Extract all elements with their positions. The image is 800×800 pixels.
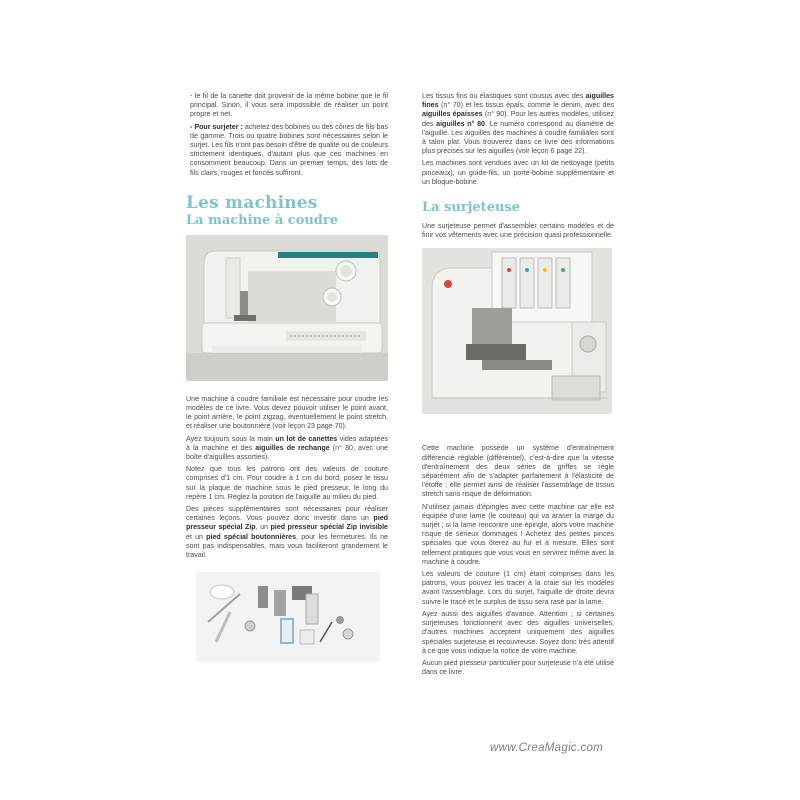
needles-paragraph xyxy=(422,92,614,156)
p4-bold-zip-invisible: pied presseur spécial Zip invisible xyxy=(270,523,388,532)
p2-text-a: Ayez toujours sous la main xyxy=(186,434,276,443)
machine-paragraph-4 xyxy=(186,505,388,560)
r-p1-bold-fines: aiguilles fines xyxy=(422,92,614,110)
serger-paragraph-3: Les valeurs de couture (1 cm) étant comprises dans les patrons, vous pouvez les tracer à la craie sur les modèles avant l'assemblage. Lors du surjet, l'aiguille de droite devra suivre le tracé et le surplus de tissu sera rasé par la lame. xyxy=(422,570,614,606)
surjeteuse-heading: La surjeteuse xyxy=(422,200,521,216)
p4-text-a: Des pièces supplémentaires sont nécessaires pour réaliser certaines leçons. Vous pouvez donc investir dans un xyxy=(186,505,388,523)
serger-paragraph-4: Ayez aussi des aiguilles d'avance. Attention ; si certaines surjeteuses fonctionnent avec des aiguilles universelles, d'autres machines acceptent uniquement des aiguilles spéciales surjeteuse et recouvreuse. Soyez donc très attentif à ce que vous indique la notice de votre machine. xyxy=(422,609,614,655)
r-p1-bold-n80: aiguilles n° 80 xyxy=(436,119,485,128)
p4-bold-zip: pied presseur spécial Zip xyxy=(186,514,388,532)
surjeter-text: achetez des bobines ou des cônes de fils bas de gamme. Trois ou quatre bobines sont nécessaires selon le surjet. Les fils n'ont pas besoin d'être de qualité ou de couleurs strictement identiques, d'autant plus que ces machines en consomment beaucoup. Dans un premier temps, des lots de fils clairs, rouges et foncés suffiront. xyxy=(190,122,389,177)
p2-bold-aiguilles: aiguilles de rechange xyxy=(255,443,330,452)
section-heading: Les machines xyxy=(186,192,318,213)
section-subheading: La machine à coudre xyxy=(186,212,339,228)
r-p1-text-c: (n° 70) et les tissus épais, comme le denim, avec des xyxy=(438,101,614,110)
p4-text-e: et un xyxy=(186,532,207,541)
p4-text-g: , pour les fermetures. Ils ne sont pas indispensables, mais vous faciliteront grandement le travail. xyxy=(186,532,389,560)
accessories-illustration xyxy=(196,572,380,662)
left-column xyxy=(186,92,388,662)
serger-paragraph-2: N'utilisez jamais d'épingles avec cette machine car elle est équipée d'une lame (le couteau) qui va araser la marge du surjet ; si la lame rencontre une épingle, alors votre machine risque de sérieux dommages ! Achetez des petites pinces spéciales que vous ôterez au fur et à mesure. Elles sont tellement pratiques que vous vous en servirez même avec la machine à coudre. xyxy=(422,502,614,566)
sewing-machine-photo xyxy=(186,235,388,381)
machine-paragraph-2 xyxy=(186,435,388,463)
p2-bold-canettes: un lot de canettes xyxy=(275,434,338,443)
surjeter-paragraph xyxy=(186,123,388,178)
p2-text-c: vides adaptées à la machine et des xyxy=(186,434,388,452)
right-column xyxy=(422,92,614,680)
book-page xyxy=(172,92,624,780)
machine-paragraph-1: Une machine à coudre familiale est nécessaire pour coudre les modèles de ce livre. Vous devez pouvoir utiliser le point avant, le point arrière, le point zigzag, éventuellement le point stretch, et réaliser une boutonnière (voir leçon 23 page 70). xyxy=(186,394,388,431)
watermark: www.CreaMagic.com xyxy=(490,742,604,754)
r-p1-bold-epaisses: aiguilles épaisses xyxy=(422,110,483,119)
p2-text-e: (n° 80, avec une boîte d'aiguilles assorties). xyxy=(186,443,388,462)
intro-paragraph: - le fil de la canette doit provenir de la même bobine que le fil principal. Sinon, il vous sera impossible de réaliser un point propre et net. xyxy=(190,92,388,119)
serger-paragraph-1: Cette machine possède un système d'entraînement différencié réglable (différentiel), c'est-à-dire que la vitesse d'entraînement des deux séries de griffes se règle séparément afin de s'adapter parfaitement à l'élasticité de l'étoffe ; elle permet ainsi de réaliser l'assemblage de tissus stretch sans risque de déformation. xyxy=(422,444,614,499)
serger-photo xyxy=(422,248,612,414)
accessories-photo xyxy=(196,572,380,662)
surjeter-label: - Pour surjeter : xyxy=(190,122,243,131)
r-p1-text-a: Les tissus fins ou élastiques sont cousus avec des xyxy=(422,92,586,100)
r-p1-text-e: (n° 90). Pour les autres modèles, utilisez des xyxy=(422,110,614,128)
p4-bold-boutonnieres: pied spécial boutonnières xyxy=(206,532,297,541)
kit-paragraph: Les machines sont vendues avec un kit de nettoyage (petits pinceaux), un guide-fils, un porte-bobine supplémentaire et un bloque-bobine. xyxy=(422,159,614,186)
p4-text-c: , un xyxy=(255,523,271,532)
machine-paragraph-3: Notez que tous les patrons ont des valeurs de couture comprises d'1 cm. Pour coudre à 1 cm du bord, posez le tissu sur la plaque de machine sous le pied presseur, le long du repère 1 cm. Réglez la position de l'aiguille au milieu du pied. xyxy=(186,465,388,501)
r-p1-text-g: . Le numéro correspond au diamètre de l'aiguille. Les aiguilles des machines à coudre familiales sont à talon plat. Vous trouverez dans ce livre des informations plus précises sur les aiguilles (voir leçon 6 page 22). xyxy=(422,119,614,156)
serger-paragraph-5: Aucun pied presseur particulier pour surjeteuse n'a été utilisé dans ce livre. xyxy=(422,658,614,677)
sewing-machine-illustration xyxy=(186,235,388,381)
surjeteuse-intro: Une surjeteuse permet d'assembler certains modèles et de finir vos vêtements avec une précision quasi professionnelle. xyxy=(422,222,614,240)
serger-illustration xyxy=(422,248,612,414)
